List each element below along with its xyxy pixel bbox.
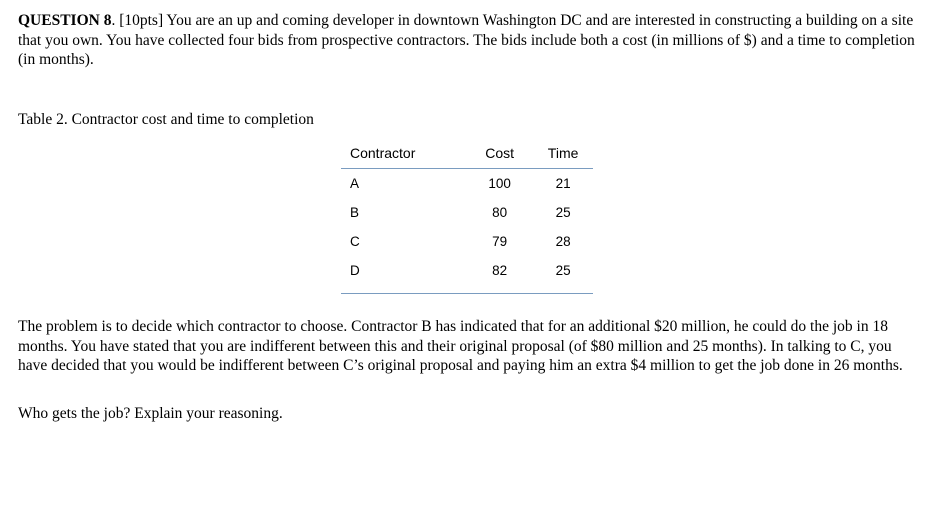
header-cost: Cost — [466, 138, 533, 169]
table-row — [341, 227, 593, 256]
table-row — [341, 256, 593, 294]
header-contractor: Contractor — [341, 138, 466, 169]
problem-paragraph: The problem is to decide which contractor to choose. Contractor B has indicated that for an additional $20 million, he could do the job in 18 months. You have stated that you are indifferent between this and their original proposal (of $80 million and 25 months). In talking to C, you have decided that you would be indifferent between C’s original proposal and paying him an extra $4 million to get the job done in 26 months. — [18, 318, 903, 374]
table-caption: Table 2. Contractor cost and time to completion — [18, 111, 314, 128]
cell-contractor: D — [341, 256, 466, 294]
cell-cost: 82 — [466, 256, 533, 294]
cell-cost: 100 — [488, 176, 511, 191]
cell-cost: 79 — [492, 234, 508, 249]
table-header-row — [341, 138, 593, 169]
cell-contractor: C — [350, 234, 360, 249]
cell-contractor: A — [350, 176, 360, 191]
cell-time: 25 — [533, 256, 593, 294]
contractor-table-container — [341, 138, 593, 294]
question-paragraph — [18, 11, 923, 70]
contractor-table — [341, 138, 593, 294]
question-prompt: Who gets the job? Explain your reasoning. — [18, 405, 283, 422]
cell-time: 25 — [555, 205, 571, 220]
table-row — [341, 198, 593, 227]
question-label: QUESTION 8 — [18, 12, 112, 29]
cell-contractor: B — [350, 205, 360, 220]
cell-cost: 80 — [492, 205, 508, 220]
question-text: . [10pts] You are an up and coming developer in downtown Washington DC and are interested in constructing a building on a site that you own. You have collected four bids from prospective contractors. The bids include both a cost (in millions of $) and a time to completion (in months). — [18, 12, 915, 68]
table-row — [341, 169, 593, 199]
header-time: Time — [533, 138, 593, 169]
cell-time: 21 — [555, 176, 571, 191]
cell-time: 28 — [555, 234, 571, 249]
